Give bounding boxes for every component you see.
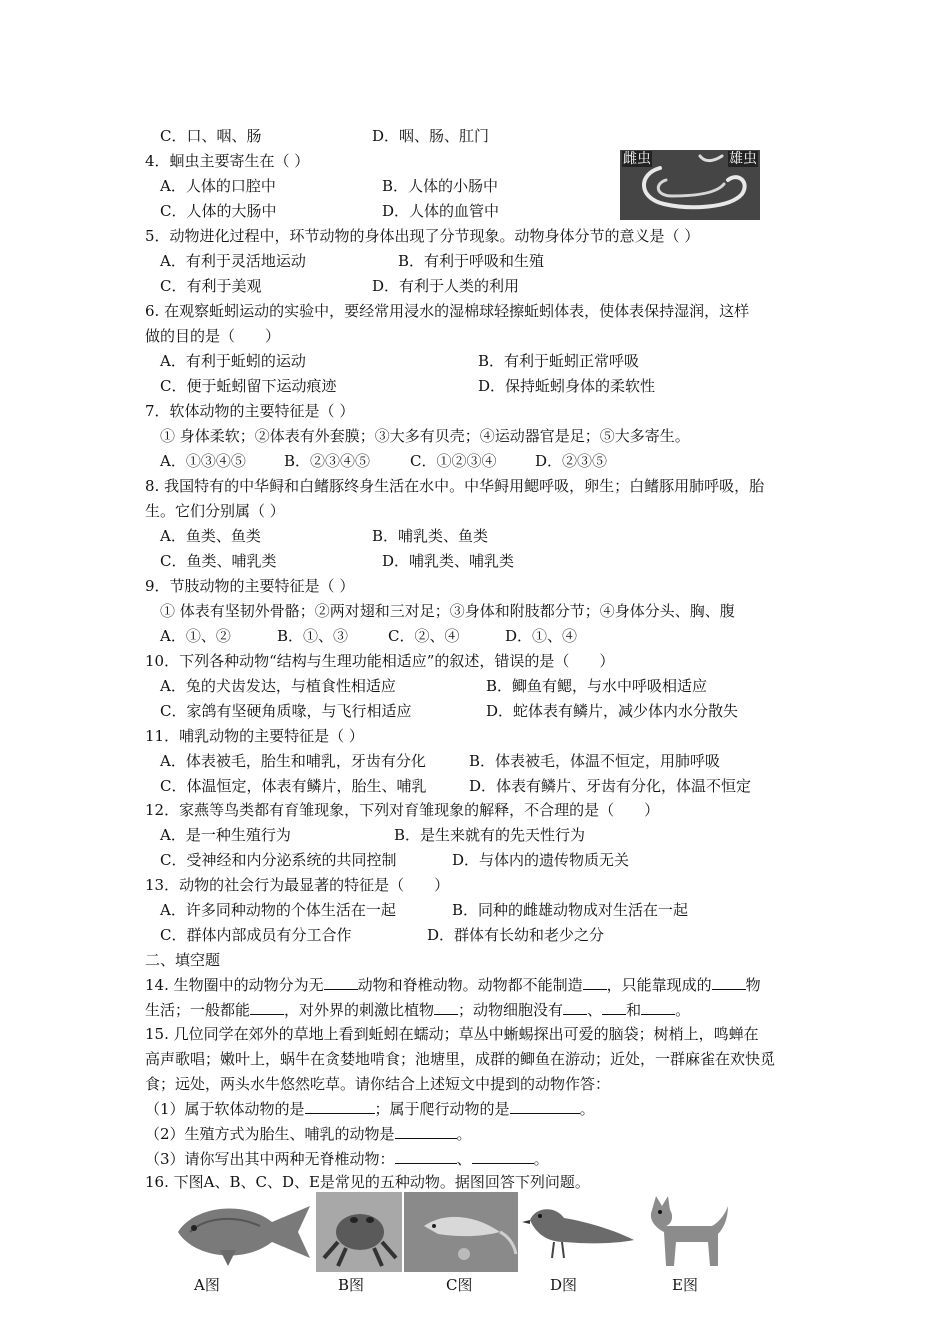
q7-option-d: D．②③⑤ [535, 452, 608, 470]
q13-option-b: B．同种的雌雄动物成对生活在一起 [452, 901, 689, 919]
figure-b-frog [316, 1192, 402, 1272]
q4-option-c: C．人体的大肠中 [160, 202, 277, 220]
q7-statements: ① 身体柔软；②体表有外套膜；③大多有贝壳；④运动器官是足；⑤大多寄生。 [160, 427, 690, 445]
q14-text: 和 [626, 1001, 642, 1019]
q11-option-c: C．体温恒定，体表有鳞片，胎生、哺乳 [160, 777, 427, 795]
figure-d-sparrow [518, 1192, 638, 1272]
sparrow-illustration [518, 1192, 638, 1272]
q15-sub1 [145, 1099, 595, 1119]
frog-illustration [316, 1192, 402, 1272]
figure-e-dog [638, 1192, 732, 1272]
q4-option-d: D．人体的血管中 [382, 202, 500, 220]
q14-line1 [145, 975, 761, 995]
q11-stem: 11．哺乳动物的主要特征是（ ） [145, 727, 364, 745]
roundworm-photo [620, 150, 760, 220]
q10-option-d: D．蛇体表有鳞片，减少体内水分散失 [486, 702, 739, 720]
figure-c-lizard [404, 1192, 518, 1272]
q13-option-d: D．群体有长幼和老少之分 [427, 926, 605, 944]
q14-text: ，只能靠现成的 [606, 976, 712, 994]
q15-sub3 [145, 1149, 549, 1169]
answer-blank[interactable] [583, 975, 607, 990]
q15-sub2 [145, 1124, 472, 1144]
q5-option-d: D．有利于人类的利用 [372, 277, 520, 295]
q7-option-b: B．②③④⑤ [284, 452, 371, 470]
answer-blank[interactable] [434, 1000, 458, 1015]
q15-line1: 15. 几位同学在郊外的草地上看到蚯蚓在蠕动；草丛中蜥蜴探出可爱的脑袋；树梢上，鸣蝉在 [145, 1025, 759, 1043]
q8-option-d: D．哺乳类、哺乳类 [382, 552, 515, 570]
q15-text: 、 [456, 1150, 472, 1168]
q14-text: 14. 生物圈中的动物分为无 [145, 976, 324, 994]
q15-text: （2）生殖方式为胎生、哺乳的动物是 [145, 1125, 395, 1143]
q13-stem: 13．动物的社会行为最显著的特征是（ ） [145, 876, 450, 894]
q11-option-b: B．体表被毛，体温不恒定，用肺呼吸 [469, 752, 721, 770]
answer-blank[interactable] [395, 1149, 457, 1164]
q10-option-a: A．兔的犬齿发达，与植食性相适应 [160, 677, 396, 695]
answer-blank[interactable] [305, 1099, 375, 1114]
q6-option-d: D．保持蚯蚓身体的柔软性 [478, 377, 656, 395]
q15-line2: 高声歌唱；嫩叶上，蜗牛在贪婪地啃食；池塘里，成群的鲫鱼在游动；近处，一群麻雀在欢快觅 [145, 1050, 776, 1068]
figure-a-fish [170, 1192, 316, 1272]
q12-option-c: C．受神经和内分泌系统的共同控制 [160, 851, 397, 869]
q15-text: （1）属于软体动物的是 [145, 1100, 305, 1118]
figure-caption-c: C图 [446, 1276, 473, 1294]
q4-option-a: A．人体的口腔中 [160, 177, 276, 195]
answer-blank[interactable] [712, 975, 746, 990]
answer-blank[interactable] [602, 1000, 626, 1015]
q9-option-b: B．①、③ [277, 627, 349, 645]
q14-line2 [145, 1000, 690, 1020]
q5-option-c: C．有利于美观 [160, 277, 262, 295]
q11-option-a: A．体表被毛，胎生和哺乳，牙齿有分化 [160, 752, 426, 770]
q14-text: ，对外界的刺激比植物 [284, 1001, 435, 1019]
answer-blank[interactable] [324, 975, 358, 990]
q6-option-c: C．便于蚯蚓留下运动痕迹 [160, 377, 337, 395]
figure-label-female: 雌虫 [623, 151, 651, 167]
q3-option-c: C．口、咽、肠 [160, 127, 262, 145]
answer-blank[interactable] [250, 1000, 284, 1015]
q15-text: 。 [579, 1100, 595, 1118]
q14-text: ；动物细胞没有 [458, 1001, 564, 1019]
q9-option-d: D．①、④ [505, 627, 578, 645]
q8-option-c: C．鱼类、哺乳类 [160, 552, 277, 570]
figure-caption-d: D图 [550, 1276, 578, 1294]
q11-option-d: D．体表有鳞片、牙齿有分化，体温不恒定 [469, 777, 752, 795]
q12-option-d: D．与体内的遗传物质无关 [452, 851, 630, 869]
q5-option-a: A．有利于灵活地运动 [160, 252, 306, 270]
q4-stem: 4．蛔虫主要寄生在（ ） [145, 152, 310, 170]
q10-option-b: B．鲫鱼有鳃，与水中呼吸相适应 [486, 677, 708, 695]
q7-option-c: C．①②③④ [410, 452, 497, 470]
q5-stem: 5．动物进化过程中，环节动物的身体出现了分节现象。动物身体分节的意义是（ ） [145, 227, 700, 245]
q14-text: 生活；一般都能 [145, 1001, 251, 1019]
q14-text: 物 [745, 976, 761, 994]
q14-text: 动物和脊椎动物。动物都不能制造 [357, 976, 583, 994]
q6-stem-line1: 6. 在观察蚯蚓运动的实验中，要经常用浸水的湿棉球轻擦蚯蚓体表，使体表保持湿润，这样 [145, 302, 750, 320]
figure-label-male: 雄虫 [729, 151, 757, 167]
fish-illustration [170, 1192, 316, 1272]
q16-stem: 16. 下图A、B、C、D、E是常见的五种动物。据图回答下列问题。 [145, 1173, 590, 1191]
answer-blank[interactable] [641, 1000, 675, 1015]
q3-option-d: D．咽、肠、肛门 [372, 127, 490, 145]
q15-line3: 食；远处，两头水牛悠然吃草。请你结合上述短文中提到的动物作答： [145, 1075, 611, 1093]
answer-blank[interactable] [563, 1000, 587, 1015]
q9-statements: ① 体表有坚韧外骨骼；②两对翅和三对足；③身体和附肢都分节；④身体分头、胸、腹 [160, 602, 735, 620]
dog-illustration [638, 1192, 732, 1272]
q12-option-a: A．是一种生殖行为 [160, 826, 291, 844]
q15-text: 。 [456, 1125, 472, 1143]
q8-option-a: A．鱼类、鱼类 [160, 527, 261, 545]
q8-stem-line2: 生。它们分别属（ ） [145, 502, 285, 520]
q15-text: 。 [533, 1150, 549, 1168]
q5-option-b: B．有利于呼吸和生殖 [398, 252, 545, 270]
q14-text: 、 [587, 1001, 603, 1019]
q6-option-a: A．有利于蚯蚓的运动 [160, 352, 306, 370]
q12-stem: 12．家燕等鸟类都有育雏现象，下列对育雏现象的解释，不合理的是（ ） [145, 801, 660, 819]
figure-caption-b: B图 [338, 1276, 365, 1294]
q10-stem: 10．下列各种动物“结构与生理功能相适应”的叙述，错误的是（ ） [145, 652, 615, 670]
q10-option-c: C．家鸽有坚硬角质喙，与飞行相适应 [160, 702, 412, 720]
q8-option-b: B．哺乳类、鱼类 [372, 527, 489, 545]
section-title-fill-in: 二、填空题 [145, 951, 221, 969]
q6-stem-line2: 做的目的是（ ） [145, 327, 281, 345]
q12-option-b: B．是生来就有的先天性行为 [394, 826, 586, 844]
q4-option-b: B．人体的小肠中 [382, 177, 499, 195]
q8-stem-line1: 8. 我国特有的中华鲟和白鳍豚终身生活在水中。中华鲟用鳃呼吸，卵生；白鳍豚用肺呼吸，胎 [145, 477, 765, 495]
answer-blank[interactable] [472, 1149, 534, 1164]
lizard-illustration [404, 1192, 518, 1272]
q6-option-b: B．有利于蚯蚓正常呼吸 [478, 352, 640, 370]
q9-option-a: A．①、② [160, 627, 231, 645]
q7-stem: 7．软体动物的主要特征是（ ） [145, 402, 355, 420]
answer-blank[interactable] [510, 1099, 580, 1114]
q15-text: ；属于爬行动物的是 [374, 1100, 510, 1118]
figure-caption-e: E图 [672, 1276, 698, 1294]
q14-text: 。 [675, 1001, 691, 1019]
q13-option-a: A．许多同种动物的个体生活在一起 [160, 901, 396, 919]
answer-blank[interactable] [395, 1124, 457, 1139]
q7-option-a: A．①③④⑤ [160, 452, 246, 470]
q15-text: （3）请你写出其中两种无脊椎动物： [145, 1150, 395, 1168]
q9-option-c: C．②、④ [388, 627, 460, 645]
figure-caption-a: A图 [194, 1276, 220, 1294]
q13-option-c: C．群体内部成员有分工合作 [160, 926, 352, 944]
q9-stem: 9．节肢动物的主要特征是（ ） [145, 577, 355, 595]
